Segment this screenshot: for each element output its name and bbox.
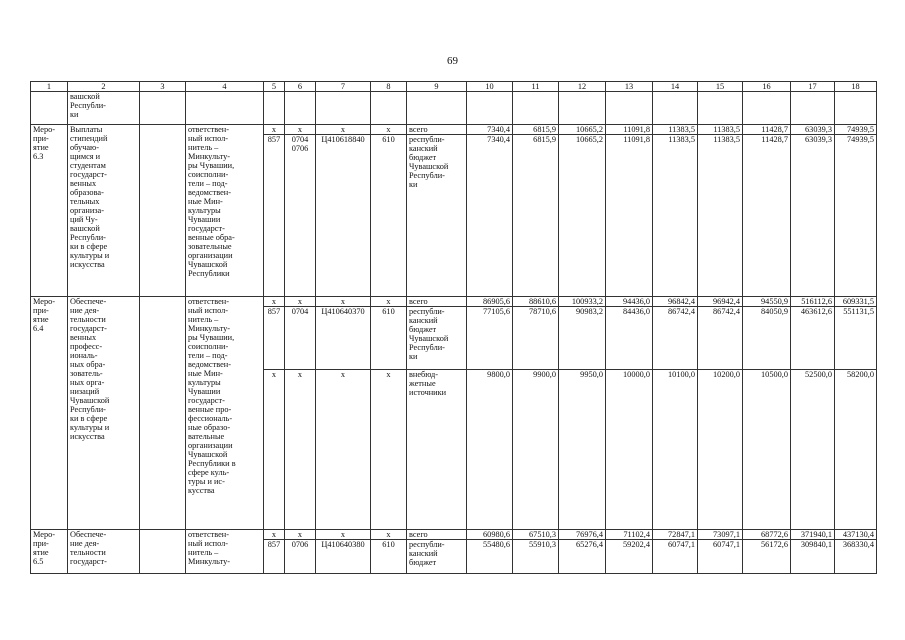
- budget-table: [30, 81, 877, 574]
- value-cell: 10500,0: [743, 370, 791, 530]
- value-cell: 73097,1: [698, 530, 743, 540]
- funding-source: всего: [407, 530, 467, 540]
- value-cell: 84050,9: [743, 307, 791, 370]
- table-row: [31, 125, 877, 135]
- value-cell: 88610,6: [513, 297, 559, 307]
- page-number: 69: [447, 55, 458, 67]
- value-cell: 516112,6: [791, 297, 835, 307]
- col-header: 17: [791, 82, 835, 92]
- value-cell: 86905,6: [467, 297, 513, 307]
- empty-cell: [698, 92, 743, 125]
- measure-label: Меро- при- ятие 6.5: [31, 530, 68, 574]
- section-code: x: [285, 125, 316, 135]
- value-cell: 63039,3: [791, 135, 835, 297]
- col-header: 12: [559, 82, 606, 92]
- value-cell: 551131,5: [835, 307, 877, 370]
- target-item-code: x: [316, 370, 371, 530]
- target-item-code: x: [316, 297, 371, 307]
- table-row: [31, 297, 877, 307]
- value-cell: 55480,6: [467, 540, 513, 574]
- value-cell: 9800,0: [467, 370, 513, 530]
- measure-label: Меро- при- ятие 6.4: [31, 297, 68, 530]
- value-cell: 368330,4: [835, 540, 877, 574]
- value-cell: 55910,3: [513, 540, 559, 574]
- value-cell: 437130,4: [835, 530, 877, 540]
- col-header: 15: [698, 82, 743, 92]
- empty-cell: [140, 92, 186, 125]
- measure-name: Обеспече- ние дея- тельности государст-: [68, 530, 140, 574]
- value-cell: 9900,0: [513, 370, 559, 530]
- value-cell: 59202,4: [606, 540, 653, 574]
- col-header: 1: [31, 82, 68, 92]
- funding-source: всего: [407, 297, 467, 307]
- target-item-code: x: [316, 125, 371, 135]
- expense-type-code: 610: [371, 135, 407, 297]
- section-code: x: [285, 370, 316, 530]
- continuation-text: вашской Республи- ки: [68, 92, 140, 125]
- empty-cell: [316, 92, 371, 125]
- empty-cell: [467, 92, 513, 125]
- empty-cell: [559, 92, 606, 125]
- empty-cell: [407, 92, 467, 125]
- col-header: 8: [371, 82, 407, 92]
- value-cell: 10665,2: [559, 135, 606, 297]
- funding-source: республи- канский бюджет: [407, 540, 467, 574]
- section-code: 0706: [285, 540, 316, 574]
- grbs-code: x: [264, 297, 285, 307]
- value-cell: 11091,8: [606, 125, 653, 135]
- col-header: 2: [68, 82, 140, 92]
- table-row: [31, 530, 877, 540]
- empty-cell: [743, 92, 791, 125]
- value-cell: 10665,2: [559, 125, 606, 135]
- value-cell: 371940,1: [791, 530, 835, 540]
- funding-source: республи- канский бюджет Чувашской Республи- ки: [407, 135, 467, 297]
- value-cell: 76976,4: [559, 530, 606, 540]
- col-header: 4: [186, 82, 264, 92]
- col-header: 11: [513, 82, 559, 92]
- grbs-code: x: [264, 370, 285, 530]
- value-cell: 6815,9: [513, 135, 559, 297]
- expense-type-code: 610: [371, 307, 407, 370]
- value-cell: 7340,4: [467, 125, 513, 135]
- empty-cell: [186, 92, 264, 125]
- value-cell: 74939,5: [835, 125, 877, 135]
- funding-source: внебюд- жетные источники: [407, 370, 467, 530]
- target-item-code: x: [316, 530, 371, 540]
- value-cell: 463612,6: [791, 307, 835, 370]
- value-cell: 86742,4: [698, 307, 743, 370]
- col-header: 6: [285, 82, 316, 92]
- empty-cell: [140, 530, 186, 574]
- value-cell: 96942,4: [698, 297, 743, 307]
- value-cell: 10000,0: [606, 370, 653, 530]
- header-row: [31, 82, 877, 92]
- value-cell: 96842,4: [653, 297, 698, 307]
- value-cell: 10200,0: [698, 370, 743, 530]
- target-item-code: Ц410618840: [316, 135, 371, 297]
- col-header: 10: [467, 82, 513, 92]
- empty-cell: [31, 92, 68, 125]
- expense-type-code: x: [371, 297, 407, 307]
- empty-cell: [606, 92, 653, 125]
- funding-source: всего: [407, 125, 467, 135]
- value-cell: 78710,6: [513, 307, 559, 370]
- value-cell: 94550,9: [743, 297, 791, 307]
- value-cell: 11428,7: [743, 125, 791, 135]
- empty-cell: [513, 92, 559, 125]
- expense-type-code: x: [371, 370, 407, 530]
- value-cell: 11383,5: [653, 135, 698, 297]
- section-code: x: [285, 530, 316, 540]
- value-cell: 65276,4: [559, 540, 606, 574]
- value-cell: 52500,0: [791, 370, 835, 530]
- grbs-code: 857: [264, 135, 285, 297]
- measure-name: Выплаты стипендий обучаю- щимся и студентам государст- венных образова- тельных организа- ций Чу- вашской Республи- ки в сфере культуры и искусства: [68, 125, 140, 297]
- expense-type-code: x: [371, 530, 407, 540]
- empty-cell: [791, 92, 835, 125]
- measure-label: Меро- при- ятие 6.3: [31, 125, 68, 297]
- value-cell: 86742,4: [653, 307, 698, 370]
- empty-cell: [264, 92, 285, 125]
- empty-cell: [653, 92, 698, 125]
- responsible-executor: ответствен- ный испол- нитель – Минкульту- ры Чувашии, соисполни- тели – под- ведомствен- ные Мин- культуры Чувашии государст- венные про- фессиональ- ные образо- вательные организации Чувашской Республики в сфере куль- туры и ис- кусства: [186, 297, 264, 530]
- grbs-code: 857: [264, 307, 285, 370]
- value-cell: 84436,0: [606, 307, 653, 370]
- empty-cell: [140, 297, 186, 530]
- target-item-code: Ц410640370: [316, 307, 371, 370]
- grbs-code: x: [264, 125, 285, 135]
- value-cell: 68772,6: [743, 530, 791, 540]
- value-cell: 71102,4: [606, 530, 653, 540]
- table-body: [31, 82, 877, 574]
- value-cell: 63039,3: [791, 125, 835, 135]
- value-cell: 11383,5: [698, 125, 743, 135]
- expense-type-code: x: [371, 125, 407, 135]
- empty-cell: [835, 92, 877, 125]
- funding-source: республи- канский бюджет Чувашской Республи- ки: [407, 307, 467, 370]
- col-header: 13: [606, 82, 653, 92]
- value-cell: 7340,4: [467, 135, 513, 297]
- value-cell: 94436,0: [606, 297, 653, 307]
- col-header: 9: [407, 82, 467, 92]
- value-cell: 309840,1: [791, 540, 835, 574]
- value-cell: 56172,6: [743, 540, 791, 574]
- value-cell: 11091,8: [606, 135, 653, 297]
- value-cell: 77105,6: [467, 307, 513, 370]
- section-code: 0704: [285, 307, 316, 370]
- grbs-code: x: [264, 530, 285, 540]
- measure-name: Обеспече- ние дея- тельности государст- венных професс- иональ- ных обра- зователь- ных орга- низаций Чувашской Республи- ки в сфере культуры и искусства: [68, 297, 140, 530]
- grbs-code: 857: [264, 540, 285, 574]
- value-cell: 60747,1: [653, 540, 698, 574]
- value-cell: 74939,5: [835, 135, 877, 297]
- value-cell: 67510,3: [513, 530, 559, 540]
- value-cell: 11383,5: [653, 125, 698, 135]
- value-cell: 90983,2: [559, 307, 606, 370]
- section-code: x: [285, 297, 316, 307]
- value-cell: 9950,0: [559, 370, 606, 530]
- continuation-row: [31, 92, 877, 125]
- responsible-executor: ответствен- ный испол- нитель – Минкульту- ры Чувашии, соисполни- тели – под- ведомствен- ные Мин- культуры Чувашии государст- венные обра- зовательные организации Чувашской Республики: [186, 125, 264, 297]
- empty-cell: [371, 92, 407, 125]
- value-cell: 60747,1: [698, 540, 743, 574]
- col-header: 7: [316, 82, 371, 92]
- value-cell: 609331,5: [835, 297, 877, 307]
- value-cell: 6815,9: [513, 125, 559, 135]
- col-header: 5: [264, 82, 285, 92]
- col-header: 3: [140, 82, 186, 92]
- col-header: 14: [653, 82, 698, 92]
- section-code: 0704 0706: [285, 135, 316, 297]
- value-cell: 11428,7: [743, 135, 791, 297]
- expense-type-code: 610: [371, 540, 407, 574]
- responsible-executor: ответствен- ный испол- нитель – Минкульту-: [186, 530, 264, 574]
- value-cell: 100933,2: [559, 297, 606, 307]
- value-cell: 11383,5: [698, 135, 743, 297]
- value-cell: 10100,0: [653, 370, 698, 530]
- value-cell: 58200,0: [835, 370, 877, 530]
- value-cell: 60980,6: [467, 530, 513, 540]
- target-item-code: Ц410640380: [316, 540, 371, 574]
- col-header: 18: [835, 82, 877, 92]
- empty-cell: [140, 125, 186, 297]
- value-cell: 72847,1: [653, 530, 698, 540]
- col-header: 16: [743, 82, 791, 92]
- empty-cell: [285, 92, 316, 125]
